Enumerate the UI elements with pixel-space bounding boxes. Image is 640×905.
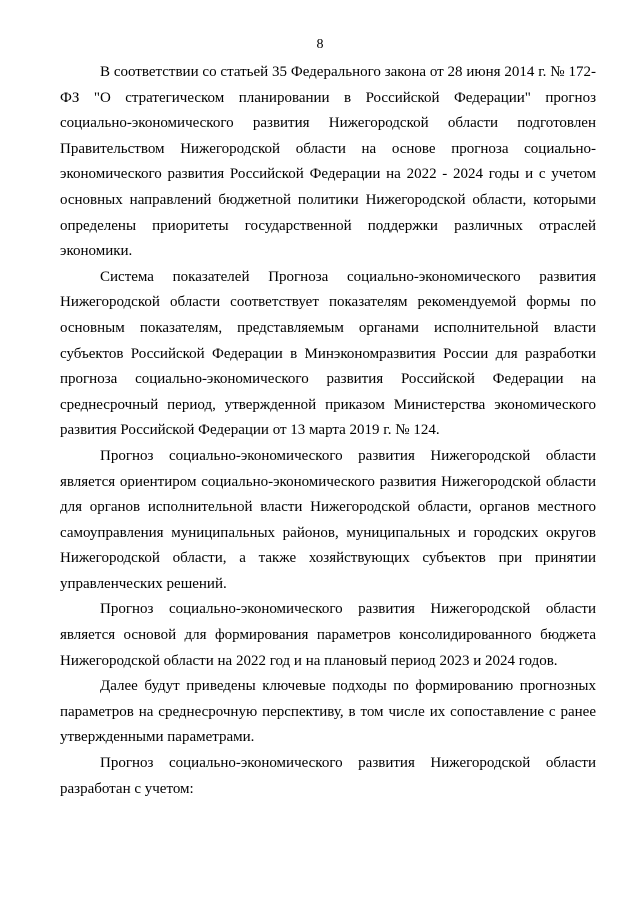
paragraph-developed-with: Прогноз социально-экономического развития Нижегородской области разработан с учетом: [60,755,596,797]
paragraph-budget-basis: Прогноз социально-экономического развития Нижегородской области является основой для формирования параметров консолидированного бюджета Нижегородской области на 2022 год и на плановый период 2023 и 2024 годов. [60,601,596,669]
document-body [60,60,596,802]
paragraph-legal-basis: В соответствии со статьей 35 Федерального закона от 28 июня 2014 г. № 172-ФЗ "О стратегическом планировании в Российской Федерации" прогноз социально-экономического развития Нижегородской области подготовлен Правительством Нижегородской области на основе прогноза социально-экономического развития Российской Федерации на 2022 - 2024 годы и с учетом основных направлений бюджетной политики Нижегородской области, которыми определены приоритеты государственной поддержки различных отраслей экономики. [60,64,596,260]
paragraph-indicator-system: Система показателей Прогноза социально-экономического развития Нижегородской области соответствует показателям рекомендуемой формы по основным показателям, представляемым органами исполнительной власти субъектов Российской Федерации в Минэкономразвития России для разработки прогноза социально-экономического развития Российской Федерации на среднесрочный период, утвержденной приказом Министерства экономического развития Российской Федерации от 13 марта 2019 г. № 124. [60,268,596,439]
paragraph-forecast-guideline: Прогноз социально-экономического развития Нижегородской области является ориентиром социально-экономического развития Нижегородской области для органов исполнительной власти Нижегородской области, органов местного самоуправления муниципальных районов, муниципальных и городских округов Нижегородской области, а также хозяйствующих субъектов при принятии управленческих решений. [60,447,596,592]
page-number: 8 [316,37,324,52]
paragraph-key-approaches: Далее будут приведены ключевые подходы по формированию прогнозных параметров на среднесрочную перспективу, в том числе их сопоставление с ранее утвержденными параметрами. [60,678,596,746]
